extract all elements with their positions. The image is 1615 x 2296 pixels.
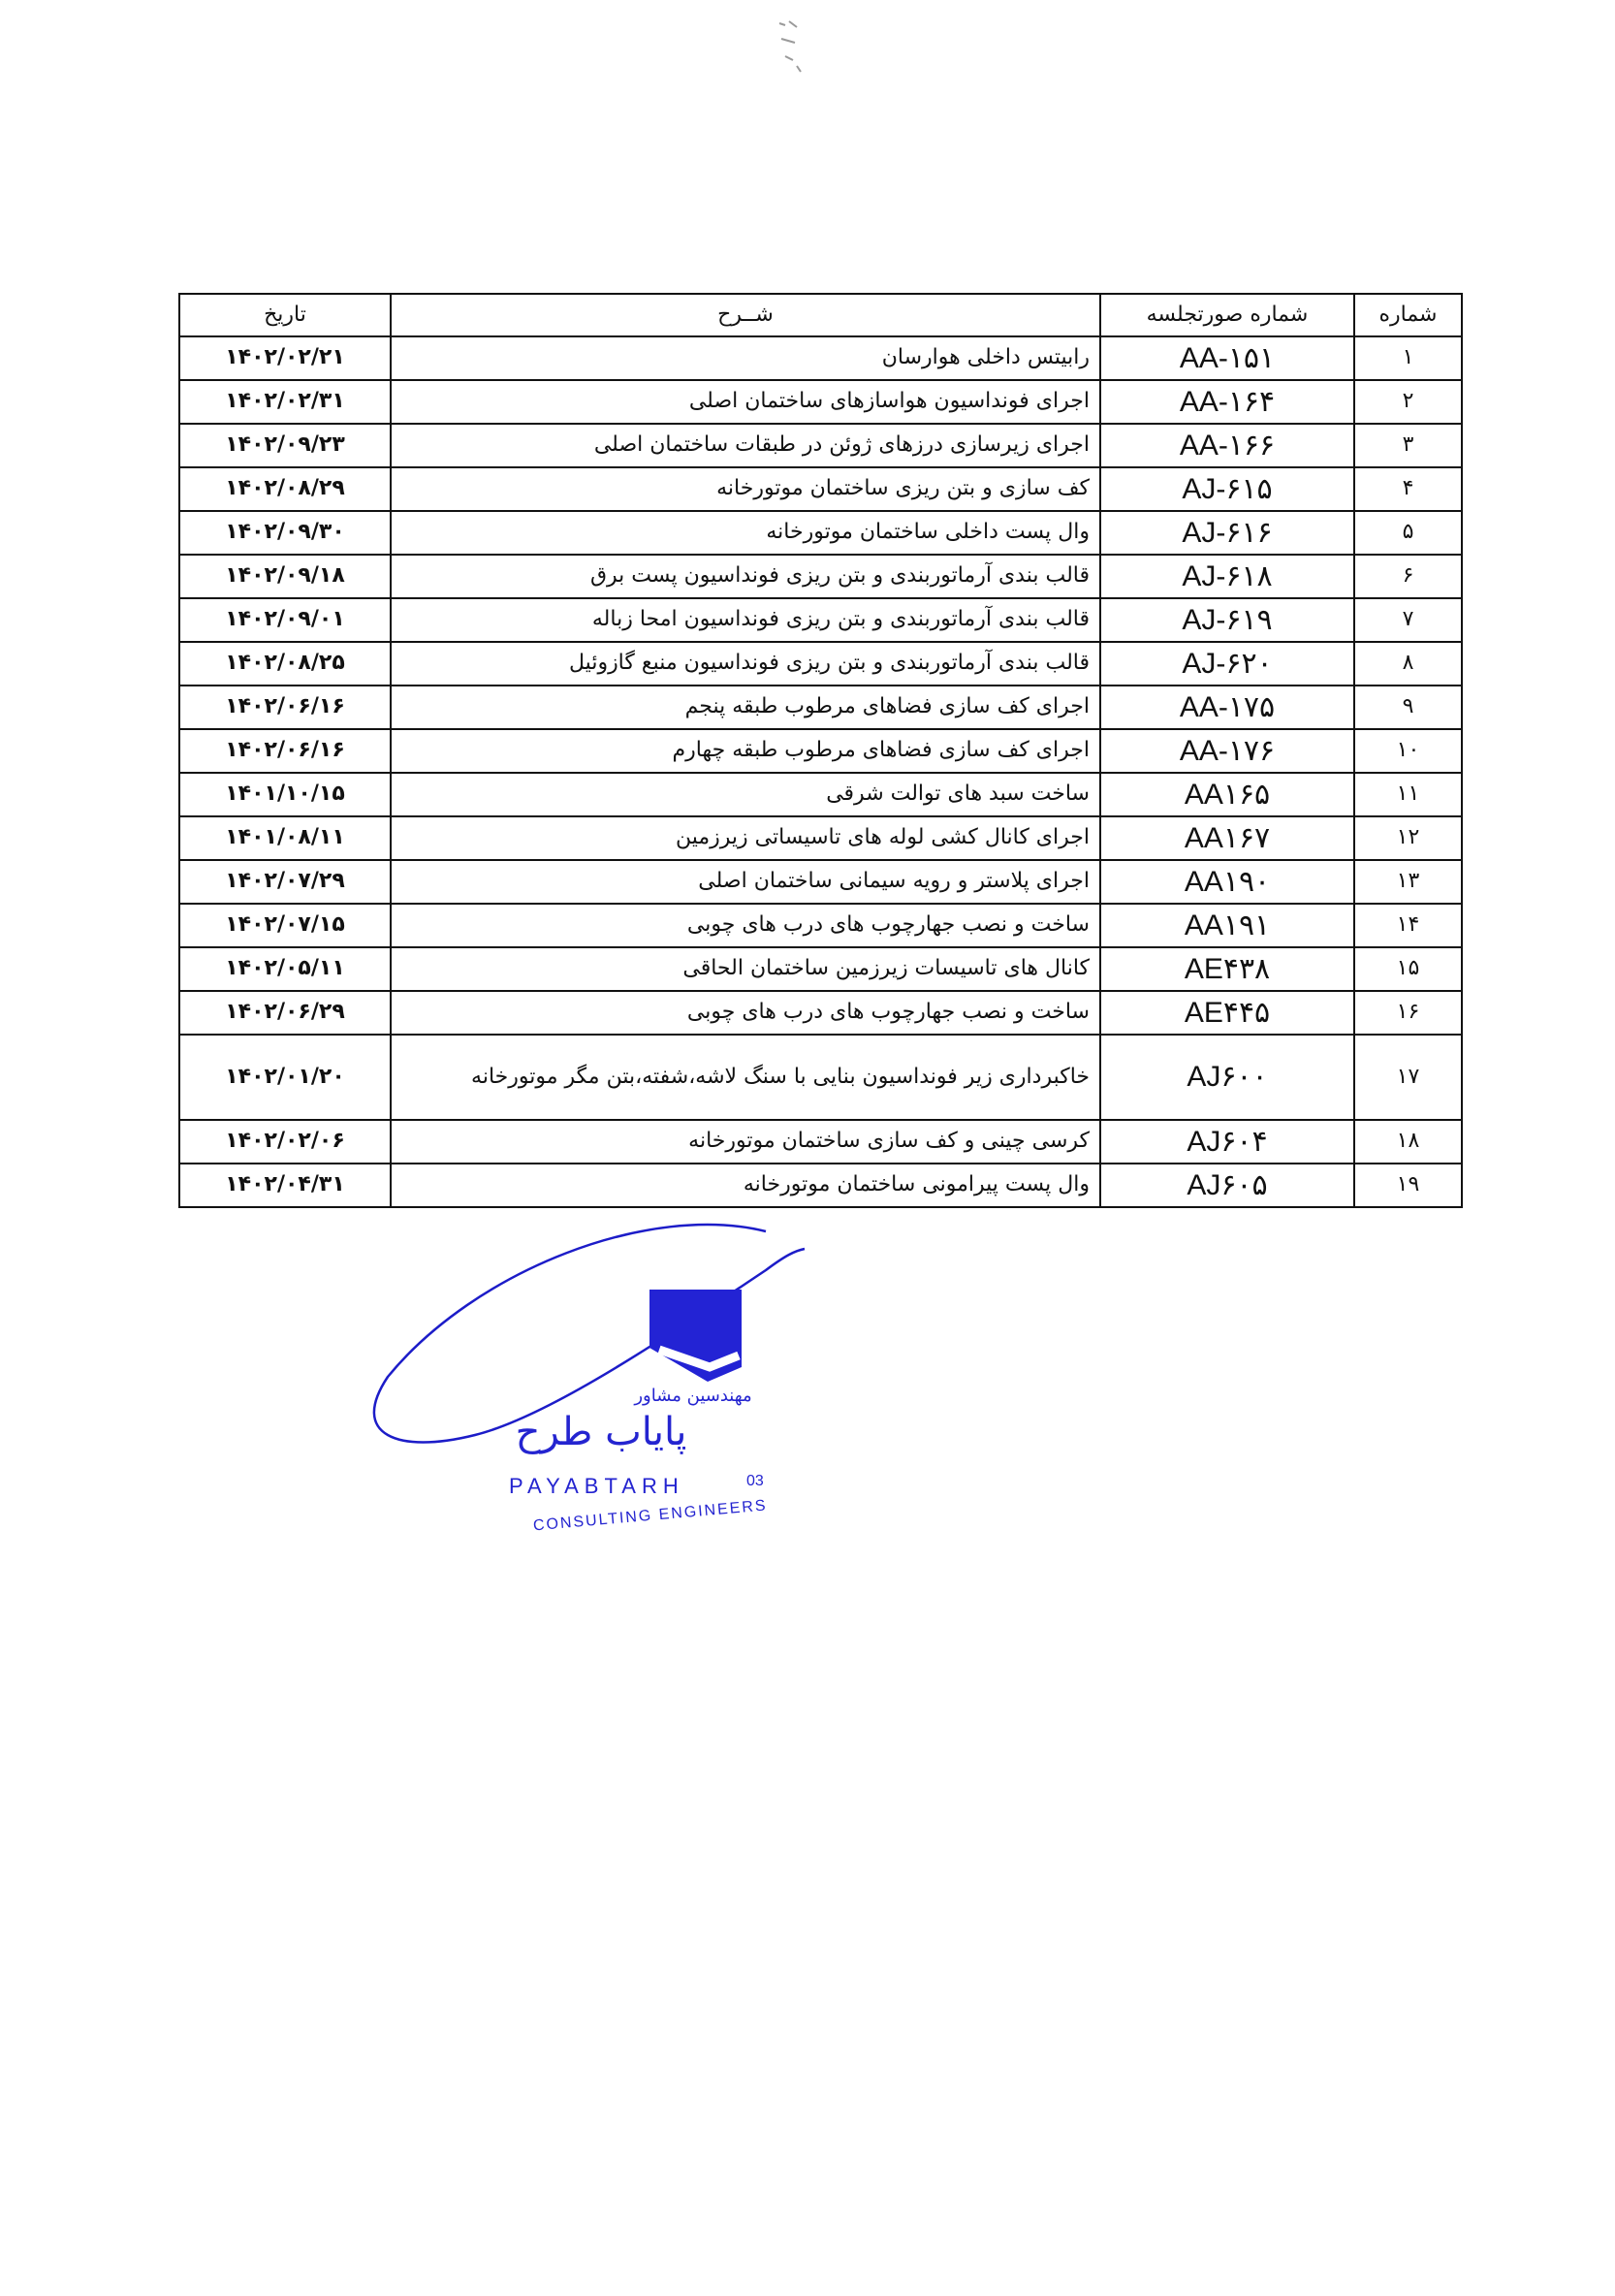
row-number: ۱۰ <box>1354 729 1462 773</box>
row-number: ۱۶ <box>1354 991 1462 1035</box>
row-date: ۱۴۰۲/۰۵/۱۱ <box>179 947 391 991</box>
row-date: ۱۴۰۱/۰۸/۱۱ <box>179 816 391 860</box>
stamp-persian-name: پایاب طرح <box>515 1410 687 1454</box>
row-minutes-code: AE۴۴۵ <box>1100 991 1354 1035</box>
row-minutes-code: AA-۱۷۵ <box>1100 686 1354 729</box>
header-date: تاریخ <box>179 294 391 336</box>
row-number: ۴ <box>1354 467 1462 511</box>
row-description: کانال های تاسیسات زیرزمین ساختمان الحاقی <box>391 947 1100 991</box>
row-number: ۱ <box>1354 336 1462 380</box>
table-row <box>179 424 1462 467</box>
row-description: خاکبرداری زیر فونداسیون بنایی با سنگ لاشه،شفته،بتن مگر موتورخانه <box>391 1035 1100 1120</box>
row-date: ۱۴۰۲/۰۹/۲۳ <box>179 424 391 467</box>
row-number: ۵ <box>1354 511 1462 555</box>
minutes-table <box>178 293 1463 1208</box>
row-description: اجرای پلاستر و رویه سیمانی ساختمان اصلی <box>391 860 1100 904</box>
row-description: اجرای فونداسیون هواسازهای ساختمان اصلی <box>391 380 1100 424</box>
row-number: ۱۷ <box>1354 1035 1462 1120</box>
row-date: ۱۴۰۲/۰۸/۲۹ <box>179 467 391 511</box>
table-row <box>179 816 1462 860</box>
row-date: ۱۴۰۲/۰۹/۱۸ <box>179 555 391 598</box>
row-description: قالب بندی آرماتوربندی و بتن ریزی فونداسیون امحا زباله <box>391 598 1100 642</box>
company-stamp <box>359 1212 834 1542</box>
row-number: ۱۹ <box>1354 1164 1462 1207</box>
row-number: ۱۵ <box>1354 947 1462 991</box>
row-date: ۱۴۰۲/۰۲/۲۱ <box>179 336 391 380</box>
row-number: ۳ <box>1354 424 1462 467</box>
row-minutes-code: AJ-۶۱۸ <box>1100 555 1354 598</box>
row-minutes-code: AJ۶۰۵ <box>1100 1164 1354 1207</box>
row-description: وال پست پیرامونی ساختمان موتورخانه <box>391 1164 1100 1207</box>
header-minutes-no: شماره صورتجلسه <box>1100 294 1354 336</box>
row-date: ۱۴۰۱/۱۰/۱۵ <box>179 773 391 816</box>
table-row <box>179 904 1462 947</box>
row-minutes-code: AJ۶۰۰ <box>1100 1035 1354 1120</box>
row-number: ۲ <box>1354 380 1462 424</box>
row-date: ۱۴۰۲/۰۶/۲۹ <box>179 991 391 1035</box>
row-date: ۱۴۰۲/۰۱/۲۰ <box>179 1035 391 1120</box>
row-date: ۱۴۰۲/۰۶/۱۶ <box>179 686 391 729</box>
row-description: رابیتس داخلی هوارسان <box>391 336 1100 380</box>
table-row <box>179 642 1462 686</box>
table-row <box>179 1164 1462 1207</box>
header-number: شماره <box>1354 294 1462 336</box>
row-minutes-code: AJ-۶۲۰ <box>1100 642 1354 686</box>
row-minutes-code: AJ۶۰۴ <box>1100 1120 1354 1164</box>
row-description: اجرای زیرسازی درزهای ژوئن در طبقات ساختمان اصلی <box>391 424 1100 467</box>
table-row <box>179 947 1462 991</box>
row-date: ۱۴۰۲/۰۷/۲۹ <box>179 860 391 904</box>
table-body <box>179 336 1462 1207</box>
table-row <box>179 380 1462 424</box>
row-date: ۱۴۰۲/۰۶/۱۶ <box>179 729 391 773</box>
row-number: ۷ <box>1354 598 1462 642</box>
stamp-suffix: 03 <box>746 1473 764 1489</box>
row-description: اجرای کف سازی فضاهای مرطوب طبقه پنجم <box>391 686 1100 729</box>
stamp-latin-sub: CONSULTING ENGINEERS <box>532 1497 769 1535</box>
row-date: ۱۴۰۲/۰۸/۲۵ <box>179 642 391 686</box>
row-description: اجرای کانال کشی لوله های تاسیساتی زیرزمین <box>391 816 1100 860</box>
table-header-row <box>179 294 1462 336</box>
row-minutes-code: AJ-۶۱۹ <box>1100 598 1354 642</box>
row-description: قالب بندی آرماتوربندی و بتن ریزی فونداسیون پست برق <box>391 555 1100 598</box>
row-minutes-code: AA۱۶۵ <box>1100 773 1354 816</box>
stamp-persian-top: مهندسین مشاور <box>634 1386 752 1406</box>
row-number: ۸ <box>1354 642 1462 686</box>
row-number: ۱۲ <box>1354 816 1462 860</box>
row-description: وال پست داخلی ساختمان موتورخانه <box>391 511 1100 555</box>
row-date: ۱۴۰۲/۰۷/۱۵ <box>179 904 391 947</box>
row-date: ۱۴۰۲/۰۲/۳۱ <box>179 380 391 424</box>
row-minutes-code: AA۱۶۷ <box>1100 816 1354 860</box>
row-minutes-code: AJ-۶۱۶ <box>1100 511 1354 555</box>
row-description: کرسی چینی و کف سازی ساختمان موتورخانه <box>391 1120 1100 1164</box>
stamp-logo <box>649 1290 742 1382</box>
row-minutes-code: AA-۱۶۶ <box>1100 424 1354 467</box>
stamp-latin-name: PAYABTARH <box>509 1474 684 1498</box>
row-minutes-code: AE۴۳۸ <box>1100 947 1354 991</box>
row-number: ۹ <box>1354 686 1462 729</box>
table-row <box>179 729 1462 773</box>
table-row <box>179 336 1462 380</box>
header-description: شــرح <box>391 294 1100 336</box>
scan-mark <box>776 17 805 76</box>
row-date: ۱۴۰۲/۰۹/۰۱ <box>179 598 391 642</box>
row-number: ۱۱ <box>1354 773 1462 816</box>
row-minutes-code: AA-۱۵۱ <box>1100 336 1354 380</box>
row-minutes-code: AA-۱۶۴ <box>1100 380 1354 424</box>
row-date: ۱۴۰۲/۰۴/۳۱ <box>179 1164 391 1207</box>
row-minutes-code: AA۱۹۱ <box>1100 904 1354 947</box>
table-row <box>179 860 1462 904</box>
row-number: ۱۸ <box>1354 1120 1462 1164</box>
row-description: اجرای کف سازی فضاهای مرطوب طبقه چهارم <box>391 729 1100 773</box>
table-row <box>179 467 1462 511</box>
table-row <box>179 555 1462 598</box>
row-number: ۱۴ <box>1354 904 1462 947</box>
row-date: ۱۴۰۲/۰۹/۳۰ <box>179 511 391 555</box>
table-row <box>179 1120 1462 1164</box>
row-description: ساخت سبد های توالت شرقی <box>391 773 1100 816</box>
table-row <box>179 1035 1462 1120</box>
row-minutes-code: AJ-۶۱۵ <box>1100 467 1354 511</box>
table-row <box>179 511 1462 555</box>
row-description: کف سازی و بتن ریزی ساختمان موتورخانه <box>391 467 1100 511</box>
row-description: قالب بندی آرماتوربندی و بتن ریزی فونداسیون منبع گازوئیل <box>391 642 1100 686</box>
row-number: ۶ <box>1354 555 1462 598</box>
table-row <box>179 991 1462 1035</box>
row-minutes-code: AA۱۹۰ <box>1100 860 1354 904</box>
row-description: ساخت و نصب جهارچوب های درب های چوبی <box>391 991 1100 1035</box>
table-row <box>179 773 1462 816</box>
row-number: ۱۳ <box>1354 860 1462 904</box>
row-date: ۱۴۰۲/۰۲/۰۶ <box>179 1120 391 1164</box>
row-minutes-code: AA-۱۷۶ <box>1100 729 1354 773</box>
table-row <box>179 686 1462 729</box>
row-description: ساخت و نصب جهارچوب های درب های چوبی <box>391 904 1100 947</box>
table-row <box>179 598 1462 642</box>
